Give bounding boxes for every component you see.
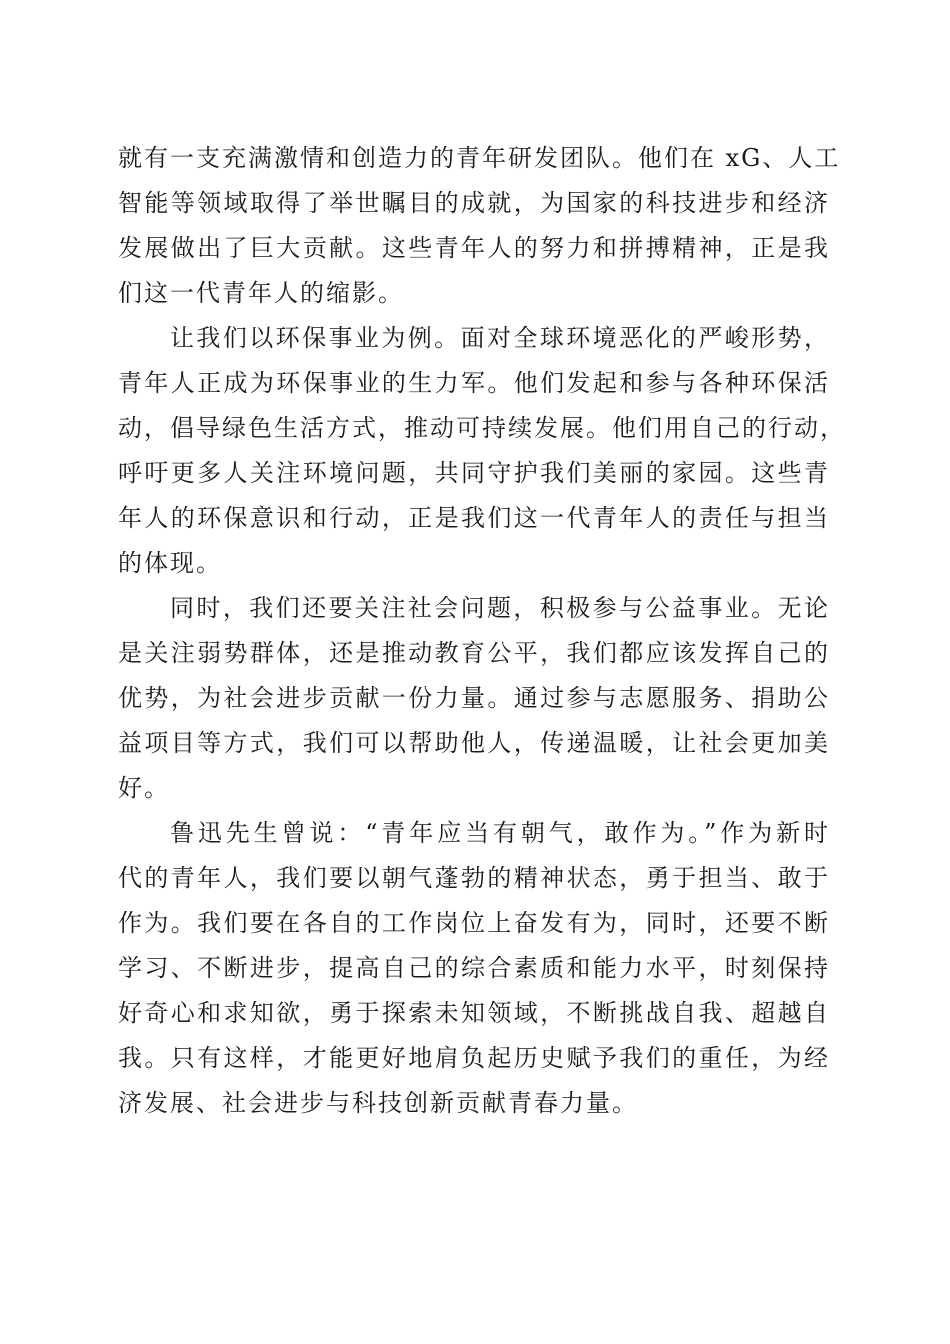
paragraph-line: 学习、不断进步，提高自己的综合素质和能力水平，时刻保持	[118, 954, 830, 982]
paragraph-line: 就有一支充满激情和创造力的青年研发团队。他们在 xG、人工	[118, 144, 841, 172]
paragraph-3	[118, 586, 830, 811]
paragraph-line: 年人的环保意识和行动，正是我们这一代青年人的责任与担当	[118, 504, 830, 532]
paragraph-line: 代的青年人，我们要以朝气蓬勃的精神状态，勇于担当、敢于	[118, 864, 830, 892]
paragraph-2	[118, 316, 846, 586]
paragraph-line: 们这一代青年人的缩影。	[118, 279, 404, 307]
paragraph-line: 让我们以环保事业为例。面对全球环境恶化的严峻形势，	[170, 324, 830, 352]
paragraph-line: 智能等领域取得了举世瞩目的成就，为国家的科技进步和经济	[118, 189, 830, 217]
paragraph-line: 作为。我们要在各自的工作岗位上奋发有为，同时，还要不断	[118, 909, 830, 937]
paragraph-line: 呼吁更多人关注环境问题，共同守护我们美丽的家园。这些青	[118, 459, 830, 487]
paragraph-line: 发展做出了巨大贡献。这些青年人的努力和拼搏精神，正是我	[118, 234, 830, 262]
paragraph-line: 动，倡导绿色生活方式，推动可持续发展。他们用自己的行动，	[118, 414, 846, 442]
paragraph-line: 好。	[118, 774, 170, 802]
paragraph-line: 是关注弱势群体，还是推动教育公平，我们都应该发挥自己的	[118, 639, 830, 667]
paragraph-line: 我。只有这样，才能更好地肩负起历史赋予我们的重任，为经	[118, 1044, 830, 1072]
paragraph-line: 优势，为社会进步贡献一份力量。通过参与志愿服务、捐助公	[118, 684, 830, 712]
paragraph-1	[118, 136, 841, 316]
paragraph-line: 同时，我们还要关注社会问题，积极参与公益事业。无论	[170, 594, 830, 622]
paragraph-line: 青年人正成为环保事业的生力军。他们发起和参与各种环保活	[118, 369, 830, 397]
paragraph-line: 济发展、社会进步与科技创新贡献青春力量。	[118, 1089, 638, 1117]
paragraph-4	[118, 811, 830, 1126]
paragraph-line: 鲁迅先生曾说：“青年应当有朝气，敢作为。”作为新时	[170, 819, 830, 847]
paragraph-line: 益项目等方式，我们可以帮助他人，传递温暖，让社会更加美	[118, 729, 830, 757]
paragraph-line: 好奇心和求知欲，勇于探索未知领域，不断挑战自我、超越自	[118, 999, 830, 1027]
paragraph-line: 的体现。	[118, 549, 222, 577]
